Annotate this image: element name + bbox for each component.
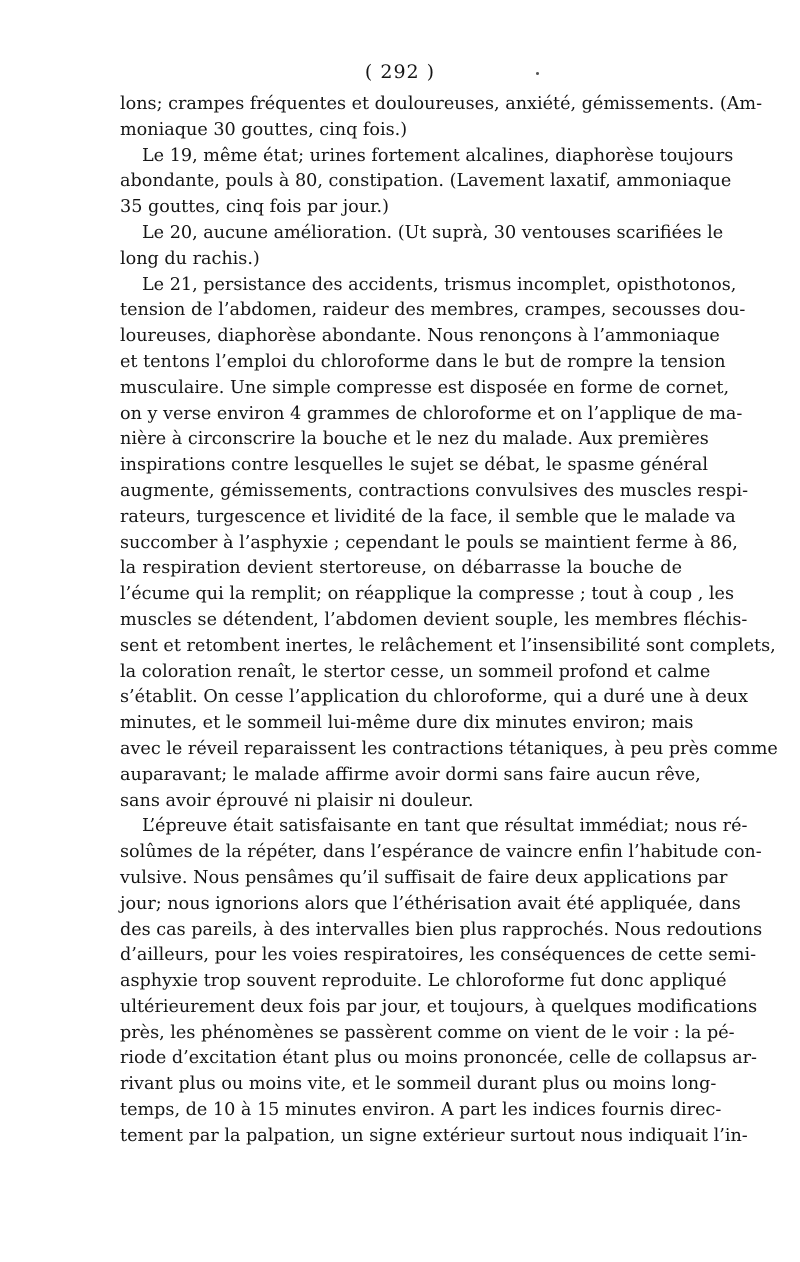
text-line: long du rachis.) <box>120 248 260 269</box>
text-line: la respiration devient stertoreuse, on débarrasse la bouche de <box>120 558 682 579</box>
text-line: Le 21, persistance des accidents, trismus incomplet, opisthotonos, <box>142 274 737 295</box>
text-line: on y verse environ 4 grammes de chloroforme et on l’applique de ma- <box>120 403 743 424</box>
text-line: musculaire. Une simple compresse est disposée en forme de cornet, <box>120 377 730 398</box>
text-line: loureuses, diaphorèse abondante. Nous renonçons à l’ammoniaque <box>120 326 720 347</box>
text-line: solûmes de la répéter, dans l’espérance de vaincre enfin l’habitude con- <box>120 842 762 863</box>
page-number: ( 292 ) <box>364 61 436 83</box>
text-line: et tentons l’emploi du chloroforme dans le but de rompre la tension <box>120 351 726 372</box>
text-line: ultérieurement deux fois par jour, et toujours, à quelques modifications <box>120 996 758 1017</box>
text-line: sent et retombent inertes, le relâchement et l’insensibilité sont complets, <box>120 635 776 656</box>
text-line: rivant plus ou moins vite, et le sommeil durant plus ou moins long- <box>120 1074 717 1095</box>
text-line: temps, de 10 à 15 minutes environ. A part les indices fournis direc- <box>120 1100 722 1121</box>
text-line: L’épreuve était satisfaisante en tant que résultat immédiat; nous ré- <box>142 816 748 837</box>
text-line: auparavant; le malade affirme avoir dormi sans faire aucun rêve, <box>120 764 701 785</box>
text-line: s’établit. On cesse l’application du chloroforme, qui a duré une à deux <box>120 687 749 708</box>
text-line: inspirations contre lesquelles le sujet se débat, le spasme général <box>120 455 708 476</box>
body-text <box>120 92 778 1150</box>
text-line: Le 19, même état; urines fortement alcalines, diaphorèse toujours <box>142 145 734 166</box>
text-line: abondante, pouls à 80, constipation. (Lavement laxatif, ammoniaque <box>120 171 732 192</box>
text-line: la coloration renaît, le stertor cesse, un sommeil profond et calme <box>120 661 711 682</box>
text-line: 35 gouttes, cinq fois par jour.) <box>120 197 390 218</box>
text-line: nière à circonscrire la bouche et le nez du malade. Aux premières <box>120 429 709 450</box>
text-line: près, les phénomènes se passèrent comme on vient de le voir : la pé- <box>120 1022 735 1043</box>
text-line: l’écume qui la remplit; on réapplique la compresse ; tout à coup , les <box>120 584 734 605</box>
text-line: lons; crampes fréquentes et douloureuses, anxiété, gémissements. (Am- <box>120 94 763 114</box>
text-line: avec le réveil reparaissent les contractions tétaniques, à peu près comme <box>120 738 778 759</box>
text-line: Le 20, aucune amélioration. (Ut suprà, 30 ventouses scarifiées le <box>142 222 724 243</box>
text-line: sans avoir éprouvé ni plaisir ni douleur. <box>120 790 474 811</box>
text-line: d’ailleurs, pour les voies respiratoires, les conséquences de cette semi- <box>120 945 757 966</box>
text-line: moniaque 30 gouttes, cinq fois.) <box>120 119 408 140</box>
text-line: riode d’excitation étant plus ou moins prononcée, celle de collapsus ar- <box>120 1048 757 1069</box>
text-line: asphyxie trop souvent reproduite. Le chloroforme fut donc appliqué <box>120 971 727 992</box>
text-line: succomber à l’asphyxie ; cependant le pouls se maintient ferme à 86, <box>120 532 738 553</box>
text-line: jour; nous ignorions alors que l’éthérisation avait été appliquée, dans <box>120 893 741 914</box>
text-line: des cas pareils, à des intervalles bien plus rapprochés. Nous redoutions <box>120 919 763 940</box>
ink-speck <box>536 72 539 75</box>
text-line: muscles se détendent, l’abdomen devient souple, les membres fléchis- <box>120 609 748 630</box>
text-line: minutes, et le sommeil lui-même dure dix minutes environ; mais <box>120 713 694 734</box>
text-line: tension de l’abdomen, raideur des membres, crampes, secousses dou- <box>120 300 746 321</box>
text-line: vulsive. Nous pensâmes qu’il suffisait de faire deux applications par <box>120 867 728 888</box>
text-line: augmente, gémissements, contractions convulsives des muscles respi- <box>120 480 749 501</box>
text-line: rateurs, turgescence et lividité de la face, il semble que le malade va <box>120 506 736 527</box>
text-line: tement par la palpation, un signe extérieur surtout nous indiquait l’in- <box>120 1125 748 1146</box>
